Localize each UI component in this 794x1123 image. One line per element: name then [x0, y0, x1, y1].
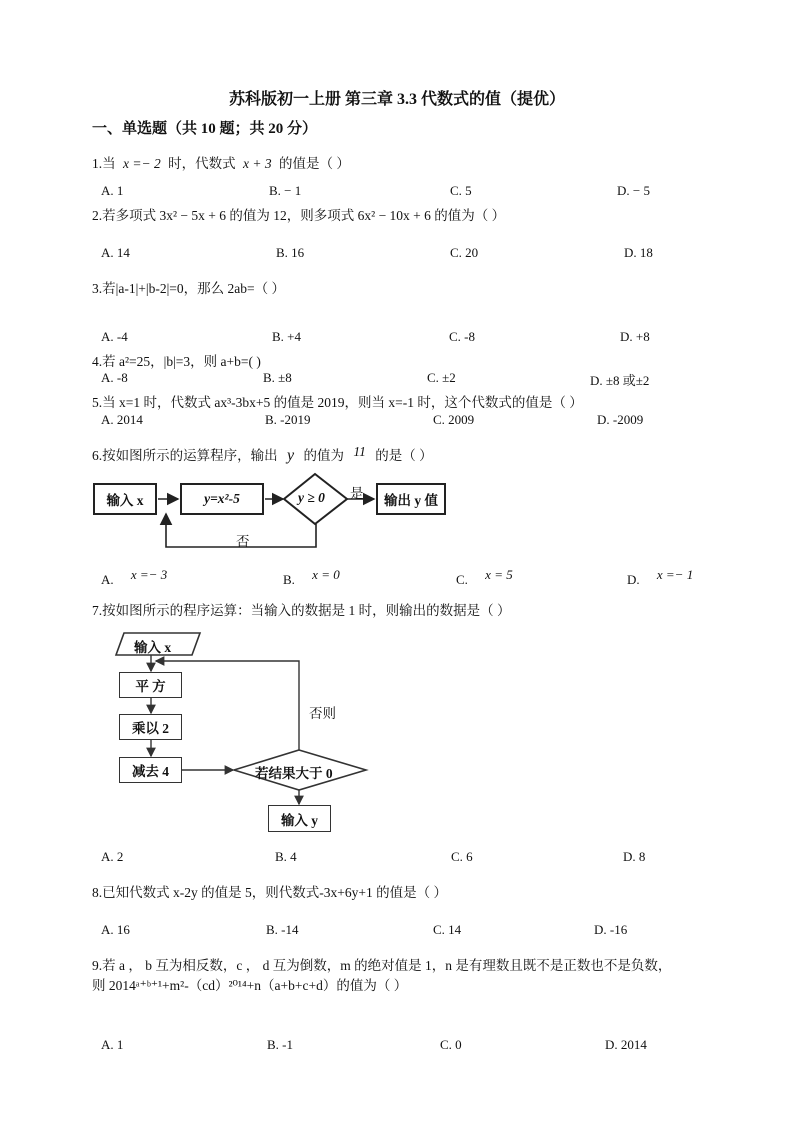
q8-option-b: B. -14: [266, 922, 299, 937]
q7-option-c: C. 6: [451, 849, 473, 864]
q9-option-d: D. 2014: [605, 1037, 647, 1052]
q8-option-a: A. 16: [101, 922, 130, 937]
q7-input-label: 输入 x: [134, 640, 172, 655]
q7-output-box: 输入 y: [268, 805, 331, 832]
q9-option-a: A. 1: [101, 1037, 124, 1052]
q7-subtract-box: 减去 4: [119, 757, 182, 783]
q4-option-d: D. ±8 或±2: [590, 373, 650, 388]
q6-no-label: 否: [236, 534, 250, 549]
q2-option-d: D. 18: [624, 245, 653, 260]
question-9-stem-line2: 则 2014ᵃ⁺ᵇ⁺¹+m²-（cd）²⁰¹⁴+n（a+b+c+d）的值为（ ）: [92, 978, 408, 993]
q3-option-a: A. -4: [101, 329, 128, 344]
q6-input-box: 输入 x: [93, 483, 157, 515]
q2-option-a: A. 14: [101, 245, 130, 260]
q3-option-b: B. +4: [272, 329, 302, 344]
section-heading: 一、单选题（共 10 题；共 20 分）: [92, 121, 318, 137]
q4-option-b: B. ±8: [263, 370, 292, 385]
question-8-stem: 8.已知代数式 x-2y 的值是 5，则代数式-3x+6y+1 的值是（ ）: [92, 885, 447, 900]
q6-option-d: D. x =− 1: [627, 567, 694, 587]
q9-option-c: C. 0: [440, 1037, 462, 1052]
q1-condition: x =− 2: [123, 156, 161, 171]
question-7-stem: 7.按如图所示的程序运算：当输入的数据是 1 时，则输出的数据是（ ）: [92, 603, 511, 618]
question-9-stem-line1: 9.若 a ， b 互为相反数，c ， d 互为倒数，m 的绝对值是 1，n 是有理数且既不是正数也不是负数，: [92, 958, 672, 973]
q7-option-a: A. 2: [101, 849, 124, 864]
q2-option-c: C. 20: [450, 245, 479, 260]
q1-expression: x + 3: [242, 156, 272, 171]
question-1-stem: 1.当 x =− 2 时，代数式 x + 3 的值是（ ）: [92, 156, 350, 171]
q7-option-b: B. 4: [275, 849, 297, 864]
q1-option-b: B. − 1: [269, 183, 302, 198]
q7-condition-label: 若结果大于 0: [255, 766, 333, 781]
q1-option-a: A. 1: [101, 183, 124, 198]
q7-option-d: D. 8: [623, 849, 646, 864]
q6-option-a: A. x =− 3: [101, 567, 168, 587]
q7-else-label: 否则: [309, 706, 336, 721]
q4-option-c: C. ±2: [427, 370, 456, 385]
q9-option-b: B. -1: [267, 1037, 293, 1052]
question-4-stem: 4.若 a²=25，|b|=3，则 a+b=( ): [92, 354, 261, 369]
q8-option-d: D. -16: [594, 922, 628, 937]
question-2-stem: 2.若多项式 3x² − 5x + 6 的值为 12，则多项式 6x² − 10x + 6 的值为（ ）: [92, 208, 506, 223]
question-6-stem: 6.按如图所示的运算程序，输出 y 的值为 11 的是（ ）: [92, 444, 433, 464]
q6-y-symbol: y: [287, 447, 295, 464]
q5-option-c: C. 2009: [433, 412, 475, 427]
q3-option-d: D. +8: [620, 329, 650, 344]
q5-option-d: D. -2009: [597, 412, 644, 427]
q8-option-c: C. 14: [433, 922, 462, 937]
question-5-stem: 5.当 x=1 时，代数式 ax³-3bx+5 的值是 2019，则当 x=-1 时，这个代数式的值是（ ）: [92, 395, 583, 410]
q3-option-c: C. -8: [449, 329, 475, 344]
q6-condition-label: y ≥ 0: [298, 490, 325, 505]
q6-option-c: C. x = 5: [456, 567, 513, 587]
q6-option-b: B. x = 0: [283, 567, 340, 587]
q5-option-b: B. -2019: [265, 412, 311, 427]
q6-calc-box: y=x²-5: [180, 483, 264, 515]
q6-target-value: 11: [353, 444, 366, 459]
page-title: 苏科版初一上册 第三章 3.3 代数式的值（提优）: [228, 91, 565, 108]
q7-multiply-box: 乘以 2: [119, 714, 182, 740]
q4-option-a: A. -8: [101, 370, 128, 385]
q5-option-a: A. 2014: [101, 412, 143, 427]
question-3-stem: 3.若|a-1|+|b-2|=0，那么 2ab=（ ）: [92, 281, 286, 296]
q2-option-b: B. 16: [276, 245, 305, 260]
q1-option-d: D. − 5: [617, 183, 650, 198]
q6-yes-label: 是: [350, 486, 364, 501]
q1-option-c: C. 5: [450, 183, 472, 198]
q6-output-box: 输出 y 值: [376, 483, 446, 515]
q7-square-box: 平 方: [119, 672, 182, 698]
